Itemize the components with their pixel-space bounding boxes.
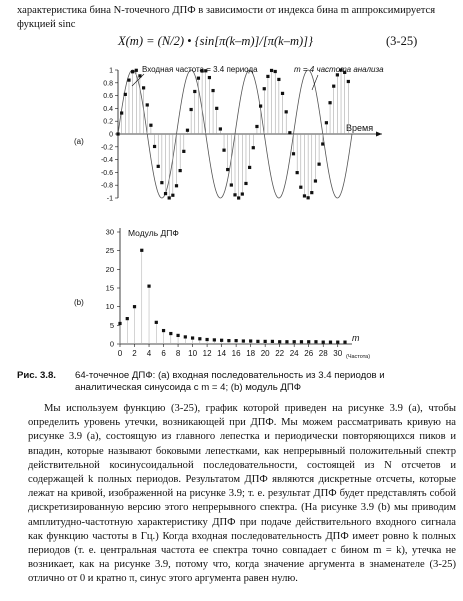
dft-magnitude-point — [271, 340, 274, 343]
x-tick-label: 10 — [188, 349, 198, 358]
input-sample-point — [226, 168, 229, 171]
input-sample-point — [175, 184, 178, 187]
input-sample-point — [208, 76, 211, 79]
y-tick-label: 1 — [109, 67, 113, 75]
input-sample-point — [127, 78, 130, 81]
dft-magnitude-point — [336, 341, 339, 344]
x-tick-label: 20 — [260, 349, 270, 358]
input-sample-point — [259, 104, 262, 107]
y-tick-label: 20 — [105, 264, 114, 274]
input-sample-point — [168, 196, 171, 199]
input-sample-point — [255, 125, 258, 128]
dft-magnitude-point — [329, 341, 332, 344]
input-sample-point — [186, 129, 189, 132]
input-sample-point — [116, 132, 119, 135]
dft-magnitude-point — [169, 332, 172, 335]
x-tick-label: 30 — [333, 349, 343, 358]
x-tick-label: 16 — [231, 349, 241, 358]
dft-magnitude-point — [198, 337, 201, 340]
dft-magnitude-point — [162, 329, 165, 332]
input-sample-point — [197, 77, 200, 80]
input-sample-point — [310, 191, 313, 194]
input-sample-point — [182, 150, 185, 153]
y-tick-label: -0.4 — [100, 157, 113, 165]
x-tick-label: 4 — [146, 349, 152, 358]
y-tick-label: 0.2 — [103, 118, 113, 126]
input-sample-point — [288, 131, 291, 134]
input-sample-point — [179, 169, 182, 172]
input-sample-point — [237, 196, 240, 199]
x-tick-label: 24 — [289, 349, 299, 358]
formula: X(m) = (N/2) • {sin[π(k–m)]/[π(k–m)]} — [118, 34, 314, 48]
input-sample-point — [215, 107, 218, 110]
input-sample-point — [296, 171, 299, 174]
y-tick-label: 5 — [109, 320, 114, 330]
input-sample-point — [160, 181, 163, 184]
input-sample-point — [230, 183, 233, 186]
dft-magnitude-point — [140, 249, 143, 252]
dft-magnitude-point — [176, 334, 179, 337]
figure-label: Рис. 3.8. — [17, 370, 56, 381]
dft-magnitude-point — [278, 340, 281, 343]
equation-number: (3-25) — [386, 34, 418, 48]
x-tick-label: 14 — [217, 349, 227, 358]
x-axis-label: Время — [346, 123, 374, 133]
input-sample-point — [307, 196, 310, 199]
input-sample-point — [142, 86, 145, 89]
input-sample-point — [153, 145, 156, 148]
x-tick-label: 2 — [132, 349, 137, 358]
x-tick-label: 8 — [175, 349, 181, 358]
dft-magnitude-point — [227, 339, 230, 342]
y-tick-label: -1 — [106, 195, 113, 203]
annotation-analysis-frequency: m = 4 частота анализа — [294, 65, 384, 74]
input-sample-point — [164, 192, 167, 195]
input-sample-point — [332, 85, 335, 88]
figure-caption — [17, 370, 457, 394]
y-tick-label: 0 — [109, 131, 113, 139]
y-tick-label: 10 — [105, 302, 114, 312]
input-sample-point — [171, 194, 174, 197]
time-domain-chart — [90, 60, 460, 210]
dft-magnitude-point — [133, 305, 136, 308]
x-tick-label: 6 — [161, 349, 166, 358]
input-sample-point — [190, 108, 193, 111]
x-tick-label: 26 — [304, 349, 314, 358]
input-sample-point — [299, 186, 302, 189]
dft-magnitude-point — [285, 340, 288, 343]
dft-magnitude-point — [343, 341, 346, 344]
y-tick-label: 0.4 — [103, 105, 113, 113]
input-sample-point — [303, 194, 306, 197]
annotation-input-frequency: Входная частота = 3.4 периода — [142, 65, 258, 74]
input-sample-point — [328, 101, 331, 104]
input-sample-point — [241, 192, 244, 195]
dft-magnitude-point — [300, 340, 303, 343]
y-tick-label: 0 — [109, 339, 114, 349]
y-tick-label: 15 — [105, 283, 114, 293]
input-sample-point — [281, 92, 284, 95]
input-sample-point — [347, 80, 350, 83]
dft-magnitude-point — [184, 335, 187, 338]
input-sample-point — [263, 87, 266, 90]
x-tick-label: 18 — [246, 349, 256, 358]
intro-text: характеристика бина N-точечного ДПФ в зависимости от индекса бина m аппроксимируется фукцией sinc — [17, 5, 436, 31]
input-sample-point — [211, 89, 214, 92]
x-tick-label: 22 — [275, 349, 285, 358]
dft-magnitude-point — [205, 338, 208, 341]
input-sample-point — [219, 127, 222, 130]
input-sample-point — [285, 110, 288, 113]
input-sample-point — [135, 69, 138, 72]
dft-magnitude-point — [213, 338, 216, 341]
chart-title: Модуль ДПФ — [128, 228, 179, 238]
input-sample-point — [292, 152, 295, 155]
y-tick-label: -0.8 — [100, 182, 113, 190]
input-sample-point — [314, 179, 317, 182]
dft-magnitude-point — [256, 340, 259, 343]
dft-magnitude-point — [249, 339, 252, 342]
dft-magnitude-point — [322, 341, 325, 344]
x-tick-label: 0 — [117, 349, 123, 358]
dft-magnitude-point — [220, 339, 223, 342]
input-sample-point — [274, 70, 277, 73]
input-sample-point — [149, 124, 152, 127]
input-sample-point — [120, 111, 123, 114]
input-sample-point — [248, 166, 251, 169]
dft-magnitude-point — [191, 336, 194, 339]
x-axis-arrow — [376, 132, 382, 137]
dft-magnitude-point — [118, 322, 121, 325]
y-tick-label: 25 — [105, 246, 114, 256]
input-sample-point — [270, 69, 273, 72]
input-sample-point — [317, 163, 320, 166]
panel-b-label: (b) — [74, 298, 84, 307]
y-tick-label: 0.8 — [103, 80, 113, 88]
x-axis-label: m — [352, 333, 360, 343]
dft-magnitude-point — [155, 321, 158, 324]
body-paragraph: Мы используем функцию (3-25), график которой приведен на рисунке 3.9 (a), чтобы определить уровень утечки, возникающей при ДПФ. Мы можем рассматривать кривую на рисунке 3.9 (a), состоящую из главного лепестка и периодически повторяющихся пиков и впадин, которые называют боковыми лепестками, как непрерывный положительный спектр действительной косинусоидальной последовательности, состоящей из N отсчетов и содержащей k полных периодов. Результатом ДПФ являются дискретные отсчеты, которые лежат на кривой, изображенной на рисунке 3.9; т. е. результат ДПФ будет представлять собой дискретизированную версию этого непрерывного спектра. (На рисунке 3.9 (b) мы приводим амплитудно-частотную характеристику ДПФ при подаче действительного входного сигнала как функцию частоты в Гц.) Когда входная последовательность ДПФ имеет ровно k полных периодов (т. е. центральная частота ее спектра точно совпадает с бином m = k), утечка не возникает, как на рисунке 3.9, потому что, когда значение аргумента в знаменателе (3-25) отлично от 0 и кратно π, синус этого аргумента равен нулю. — [28, 403, 456, 585]
input-sample-point — [193, 90, 196, 93]
panel-a-label: (a) — [74, 137, 84, 146]
x-tick-label: 12 — [202, 349, 212, 358]
dft-magnitude-point — [264, 340, 267, 343]
dft-magnitude-point — [147, 285, 150, 288]
figure-caption-text: 64-точечное ДПФ: (a) входная последовательность из 3.4 периодов и аналитическая синусоида с m = 4; (b) модуль ДПФ — [75, 370, 385, 393]
y-tick-label: -0.6 — [100, 169, 113, 177]
input-sample-point — [266, 75, 269, 78]
input-sample-point — [277, 78, 280, 81]
dft-magnitude-point — [314, 340, 317, 343]
input-sample-point — [321, 142, 324, 145]
input-sample-point — [244, 182, 247, 185]
input-sample-point — [222, 149, 225, 152]
dft-magnitude-point — [307, 340, 310, 343]
input-sample-point — [131, 70, 134, 73]
dft-magnitude-point — [126, 317, 129, 320]
input-sample-point — [157, 165, 160, 168]
y-tick-label: -0.2 — [100, 144, 113, 152]
input-sample-point — [325, 121, 328, 124]
annotation-pointer — [132, 74, 144, 86]
input-sample-point — [146, 103, 149, 106]
x-tick-label: 28 — [318, 349, 328, 358]
x-axis-sublabel: (Частота) — [346, 354, 371, 360]
input-sample-point — [233, 193, 236, 196]
input-sample-point — [124, 93, 127, 96]
dft-magnitude-chart — [100, 222, 460, 367]
dft-magnitude-point — [242, 339, 245, 342]
y-tick-label: 0.6 — [103, 93, 113, 101]
dft-magnitude-point — [293, 340, 296, 343]
y-tick-label: 30 — [105, 227, 114, 237]
dft-magnitude-point — [235, 339, 238, 342]
input-sample-point — [252, 146, 255, 149]
